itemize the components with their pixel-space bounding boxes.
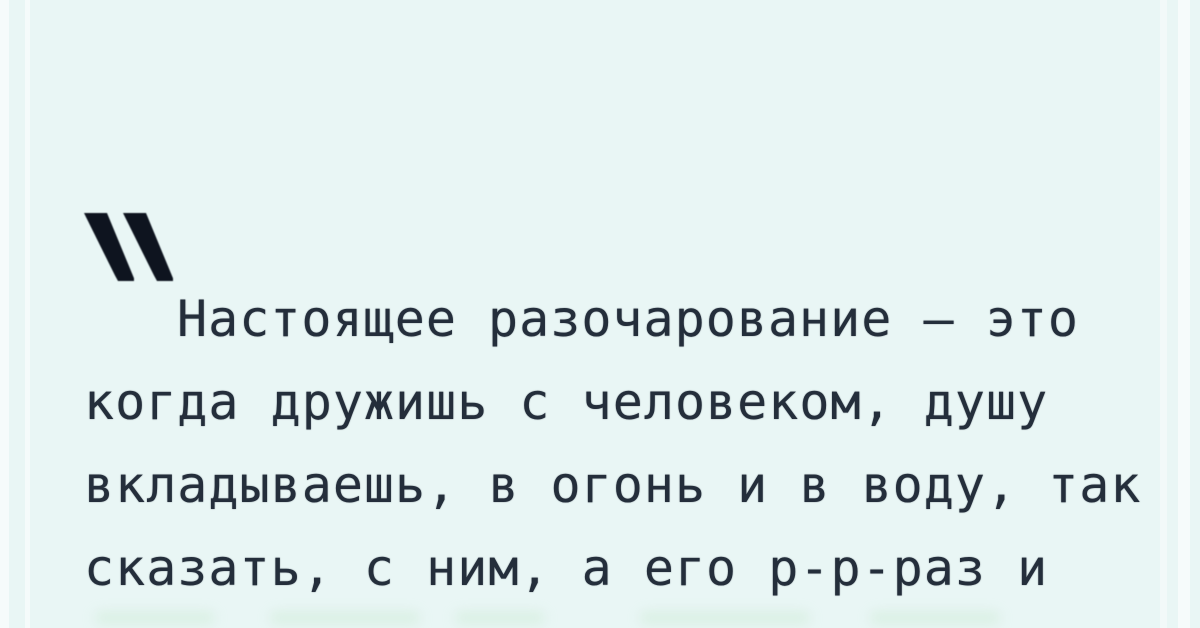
quote-line: когда дружишь с человеком, душу [84, 373, 1049, 431]
remnant-blob [455, 612, 545, 624]
left-edge-strip [0, 0, 9, 628]
remnant-blob [640, 612, 810, 624]
quote-line: Настоящее разочарование — это [177, 290, 1079, 348]
left-divider-line [25, 0, 30, 628]
quote-text-block [84, 290, 1184, 626]
double-quote-icon [84, 213, 176, 283]
quote-line: вкладываешь, в огонь и в воду, так [84, 456, 1142, 514]
quote-stroke-left [84, 213, 134, 281]
cropped-next-line-remnant [0, 598, 1200, 628]
remnant-blob [870, 612, 1000, 624]
remnant-blob [95, 612, 215, 624]
quote-line: сказать, с ним, а его р-р-раз и [84, 539, 1049, 597]
remnant-blob [270, 612, 420, 624]
